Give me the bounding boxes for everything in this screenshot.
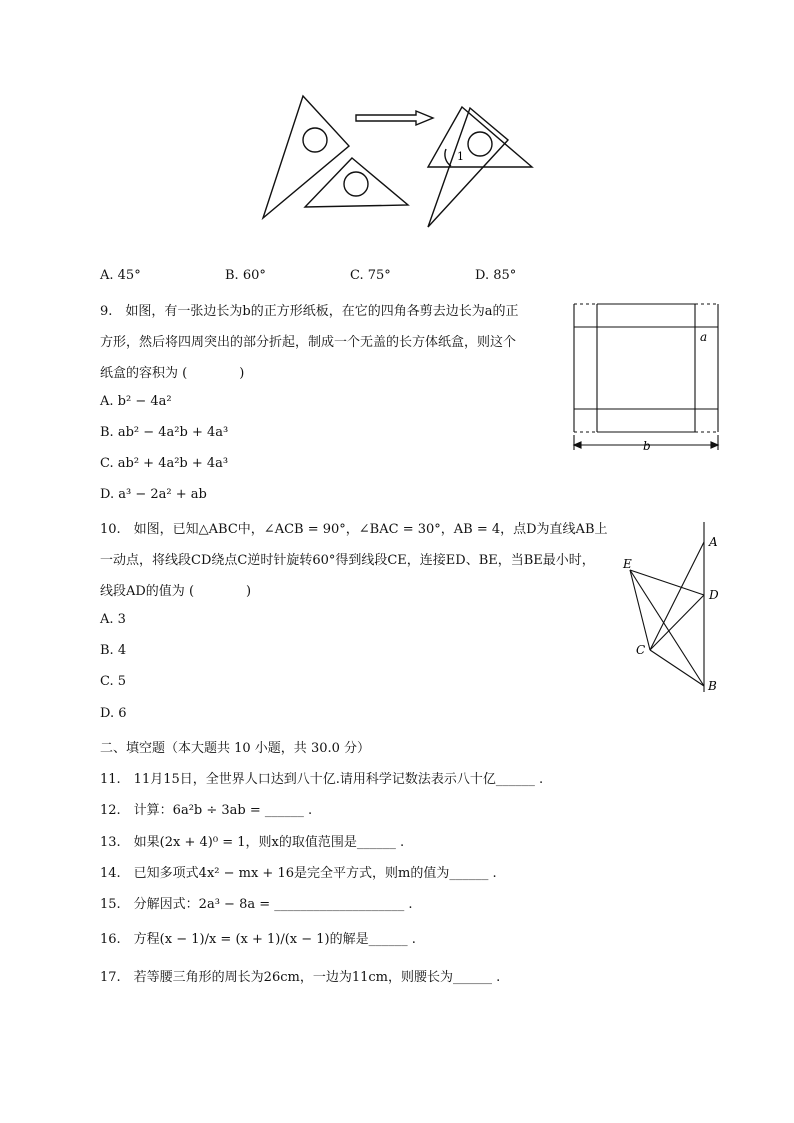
q10-option-b[interactable]: B. 4 bbox=[100, 643, 127, 658]
q8-option-c[interactable]: C. 75° bbox=[350, 268, 391, 283]
q10-option-c[interactable]: C. 5 bbox=[100, 674, 127, 689]
q10-stem-line1: 10. 如图，已知△ABC中，∠ACB = 90°，∠BAC = 30°，AB = 4，点D为直线AB上 bbox=[100, 522, 608, 537]
q10-option-a[interactable]: A. 3 bbox=[100, 612, 126, 627]
fill-q15[interactable]: 15. 分解因式：2a³ − 8a = ____________________ . bbox=[100, 897, 413, 912]
set-square-middle-hole bbox=[344, 172, 368, 196]
set-square-left bbox=[263, 96, 349, 218]
set-square-overlap-hole bbox=[468, 132, 492, 156]
q8-option-d[interactable]: D. 85° bbox=[475, 268, 517, 283]
q9-stem-line1: 9. 如图，有一张边长为b的正方形纸板，在它的四角各剪去边长为a的正 bbox=[100, 304, 519, 319]
q9-stem-line3: 纸盒的容积为 ( ) bbox=[100, 366, 245, 381]
q9-option-d[interactable]: D. a³ − 2a² + ab bbox=[100, 487, 207, 502]
q9-option-a[interactable]: A. b² − 4a² bbox=[100, 394, 172, 409]
q9-figure bbox=[568, 298, 728, 458]
q10-point-c: C bbox=[636, 643, 646, 657]
section-2-heading: 二、填空题（本大题共 10 小题，共 30.0 分） bbox=[100, 741, 371, 756]
q8-figure bbox=[0, 0, 794, 260]
q10-stem-line3: 线段AD的值为 ( ) bbox=[100, 584, 252, 599]
set-square-middle bbox=[305, 158, 408, 207]
fill-q13[interactable]: 13. 如果(2x + 4)⁰ = 1，则x的取值范围是______ . bbox=[100, 835, 405, 850]
arrow-right-icon bbox=[356, 111, 433, 125]
q8-options bbox=[100, 268, 600, 288]
q10-point-d: D bbox=[709, 588, 719, 602]
q9-label-b: b bbox=[643, 439, 651, 453]
q10-figure bbox=[620, 518, 750, 708]
fill-q14[interactable]: 14. 已知多项式4x² − mx + 16是完全平方式，则m的值为______ . bbox=[100, 866, 497, 881]
angle-1-label: 1 bbox=[457, 150, 464, 163]
q8-option-b[interactable]: B. 60° bbox=[225, 268, 266, 283]
q9-label-a: a bbox=[700, 330, 708, 344]
q8-option-a[interactable]: A. 45° bbox=[100, 268, 141, 283]
q9-option-c[interactable]: C. ab² + 4a²b + 4a³ bbox=[100, 456, 229, 471]
q10-stem-line2: 一动点，将线段CD绕点C逆时针旋转60°得到线段CE，连接ED、BE，当BE最小时， bbox=[100, 553, 595, 568]
q9-option-b[interactable]: B. ab² − 4a²b + 4a³ bbox=[100, 425, 229, 440]
fill-q16[interactable]: 16. 方程(x − 1)/x = (x + 1)/(x − 1)的解是______ . bbox=[100, 932, 416, 947]
fill-q17[interactable]: 17. 若等腰三角形的周长为26cm，一边为11cm，则腰长为______ . bbox=[100, 970, 501, 985]
q10-point-a: A bbox=[709, 535, 718, 549]
set-square-left-hole bbox=[303, 128, 327, 152]
q9-stem-line2: 方形，然后将四周突出的部分折起，制成一个无盖的长方体纸盒，则这个 bbox=[100, 335, 517, 350]
fill-q11[interactable]: 11. 11月15日，全世界人口达到八十亿.请用科学记数法表示八十亿______ . bbox=[100, 772, 544, 787]
fill-q12[interactable]: 12. 计算：6a²b ÷ 3ab = ______ . bbox=[100, 803, 313, 818]
q10-point-e: E bbox=[623, 557, 632, 571]
q10-option-d[interactable]: D. 6 bbox=[100, 706, 127, 721]
q10-point-b: B bbox=[708, 679, 717, 693]
